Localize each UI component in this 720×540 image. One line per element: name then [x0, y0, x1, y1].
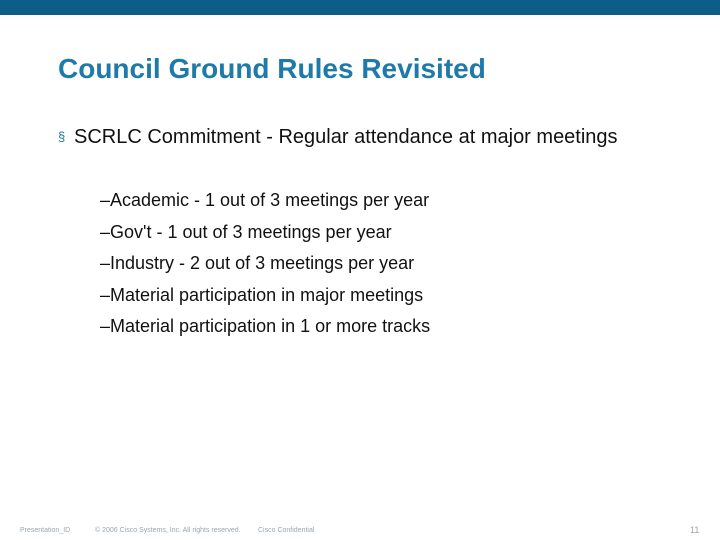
bullet-marker: § — [58, 129, 66, 144]
footer-copyright: © 2006 Cisco Systems, Inc. All rights reserved. — [95, 527, 241, 534]
sub-bullet-item: –Material participation in 1 or more tracks — [100, 316, 431, 336]
sub-bullet-item: –Gov't - 1 out of 3 meetings per year — [100, 221, 392, 242]
main-bullet — [58, 124, 658, 150]
slide-title: Council Ground Rules Revisited — [58, 53, 486, 84]
sub-bullet-item: –Material participation in major meetings — [100, 284, 424, 305]
footer-confidential: Cisco Confidential — [258, 527, 315, 534]
top-banner — [0, 0, 720, 15]
sub-bullet-list — [100, 186, 430, 344]
sub-bullet-item: –Academic - 1 out of 3 meetings per year — [100, 190, 430, 210]
sub-bullet-item: –Industry - 2 out of 3 meetings per year — [100, 253, 415, 273]
main-bullet-text: SCRLC Commitment - Regular attendance at major meetings — [74, 126, 618, 148]
page-number: 11 — [690, 525, 700, 535]
footer-presentation-id: Presentation_ID — [20, 527, 71, 534]
